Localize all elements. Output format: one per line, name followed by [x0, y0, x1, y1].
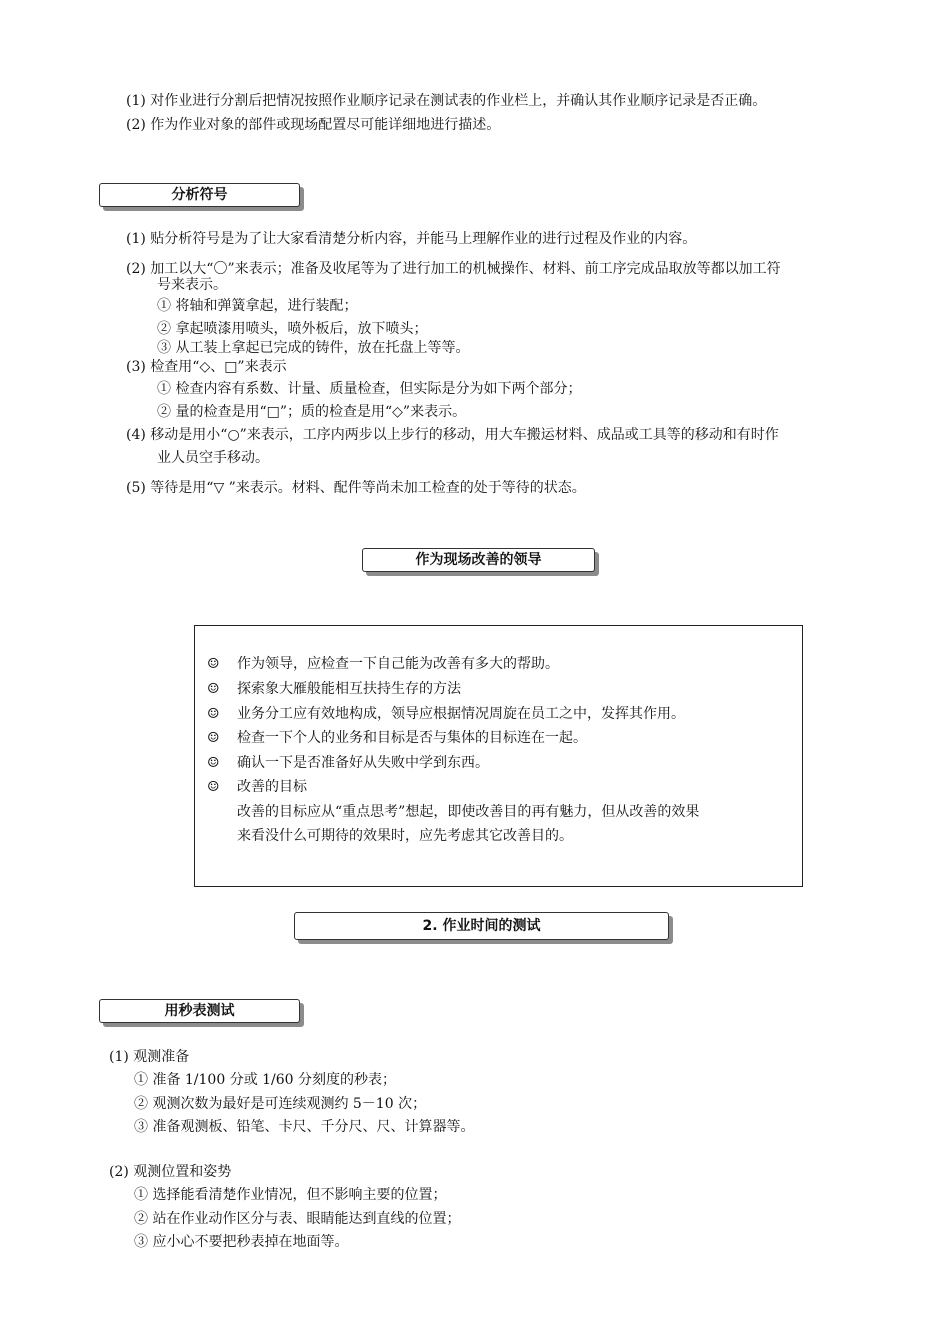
analysis-item-2: (2) 加工以大“〇”来表示；准备及收尾等为了进行加工的机械操作、材料、前工序完成品取放等都以加工符 — [126, 261, 781, 277]
position-heading: (2) 观测位置和姿势 — [109, 1164, 232, 1180]
analysis-item-3-sub-2: ② 量的检查是用“□”；质的检查是用“◇”来表示。 — [157, 404, 467, 420]
position-item-1: ① 选择能看清楚作业情况，但不影响主要的位置； — [134, 1187, 447, 1203]
position-item-2: ② 站在作业动作区分与表、眼睛能达到直线的位置； — [134, 1211, 461, 1227]
smiley-icon: ☺ — [207, 656, 220, 672]
leader-checklist-panel — [194, 625, 803, 887]
prep-item-1: ① 准备 1/100 分或 1/60 分刻度的秒表； — [134, 1072, 397, 1088]
analysis-item-3-sub-1: ① 检查内容有系数、计量、质量检查，但实际是分为如下两个部分； — [157, 381, 582, 397]
prep-item-3: ③ 准备观测板、铅笔、卡尺、千分尺、尺、计算器等。 — [134, 1119, 475, 1135]
prep-heading: (1) 观测准备 — [109, 1049, 190, 1065]
intro-line-2: (2) 作为作业对象的部件或现场配置尽可能详细地进行描述。 — [126, 117, 501, 133]
leader-detail-line-1: 改善的目标应从“重点思考”想起，即使改善目的再有魅力，但从改善的效果 — [237, 804, 700, 820]
section-title-leader: 作为现场改善的领导 — [362, 548, 595, 572]
intro-line-1: (1) 对作业进行分割后把情况按照作业顺序记录在测试表的作业栏上，并确认其作业顺序记录是否正确。 — [126, 93, 767, 109]
analysis-item-4: (4) 移动是用小“○”来表示，工序内两步以上步行的移动，用大车搬运材料、成品或工具等的移动和有时作 — [126, 427, 779, 443]
leader-item-3: ☺ 业务分工应有效地构成，领导应根据情况周旋在员工之中，发挥其作用。 — [207, 706, 685, 722]
prep-item-2: ② 观测次数为最好是可连续观测约 5－10 次； — [134, 1096, 427, 1112]
analysis-item-1: (1) 贴分析符号是为了让大家看清楚分析内容，并能马上理解作业的进行过程及作业的内容。 — [126, 231, 697, 247]
analysis-item-5: (5) 等待是用“▽ ”来表示。材料、配件等尚未加工检查的处于等待的状态。 — [126, 480, 586, 496]
position-item-3: ③ 应小心不要把秒表掉在地面等。 — [134, 1234, 349, 1250]
leader-item-4: ☺ 检查一下个人的业务和目标是否与集体的目标连在一起。 — [207, 730, 587, 746]
analysis-item-2-sub-1: ① 将轴和弹簧拿起，进行装配； — [157, 298, 358, 314]
section-title-time-measurement: 2. 作业时间的测试 — [294, 912, 669, 940]
analysis-item-3: (3) 检查用“◇、□”来表示 — [126, 359, 287, 375]
smiley-icon: ☺ — [207, 706, 220, 722]
section-title-stopwatch: 用秒表测试 — [99, 999, 300, 1023]
leader-item-2: ☺ 探索象大雁般能相互扶持生存的方法 — [207, 681, 461, 697]
smiley-icon: ☺ — [207, 681, 220, 697]
smiley-icon: ☺ — [207, 730, 220, 746]
section-title-analysis: 分析符号 — [99, 183, 300, 207]
analysis-item-2-sub-2: ② 拿起喷漆用喷头，喷外板后，放下喷头； — [157, 321, 428, 337]
analysis-item-4-cont: 业人员空手移动。 — [157, 450, 269, 466]
leader-item-6: ☺ 改善的目标 — [207, 779, 307, 795]
leader-item-5: ☺ 确认一下是否准备好从失败中学到东西。 — [207, 755, 489, 771]
leader-item-1: ☺ 作为领导，应检查一下自己能为改善有多大的帮助。 — [207, 656, 559, 672]
smiley-icon: ☺ — [207, 755, 220, 771]
leader-detail-line-2: 来看没什么可期待的效果时，应先考虑其它改善目的。 — [237, 828, 573, 844]
analysis-item-2-cont: 号来表示。 — [157, 277, 227, 293]
analysis-item-2-sub-3: ③ 从工装上拿起已完成的铸件，放在托盘上等等。 — [157, 340, 470, 356]
smiley-icon: ☺ — [207, 779, 220, 795]
